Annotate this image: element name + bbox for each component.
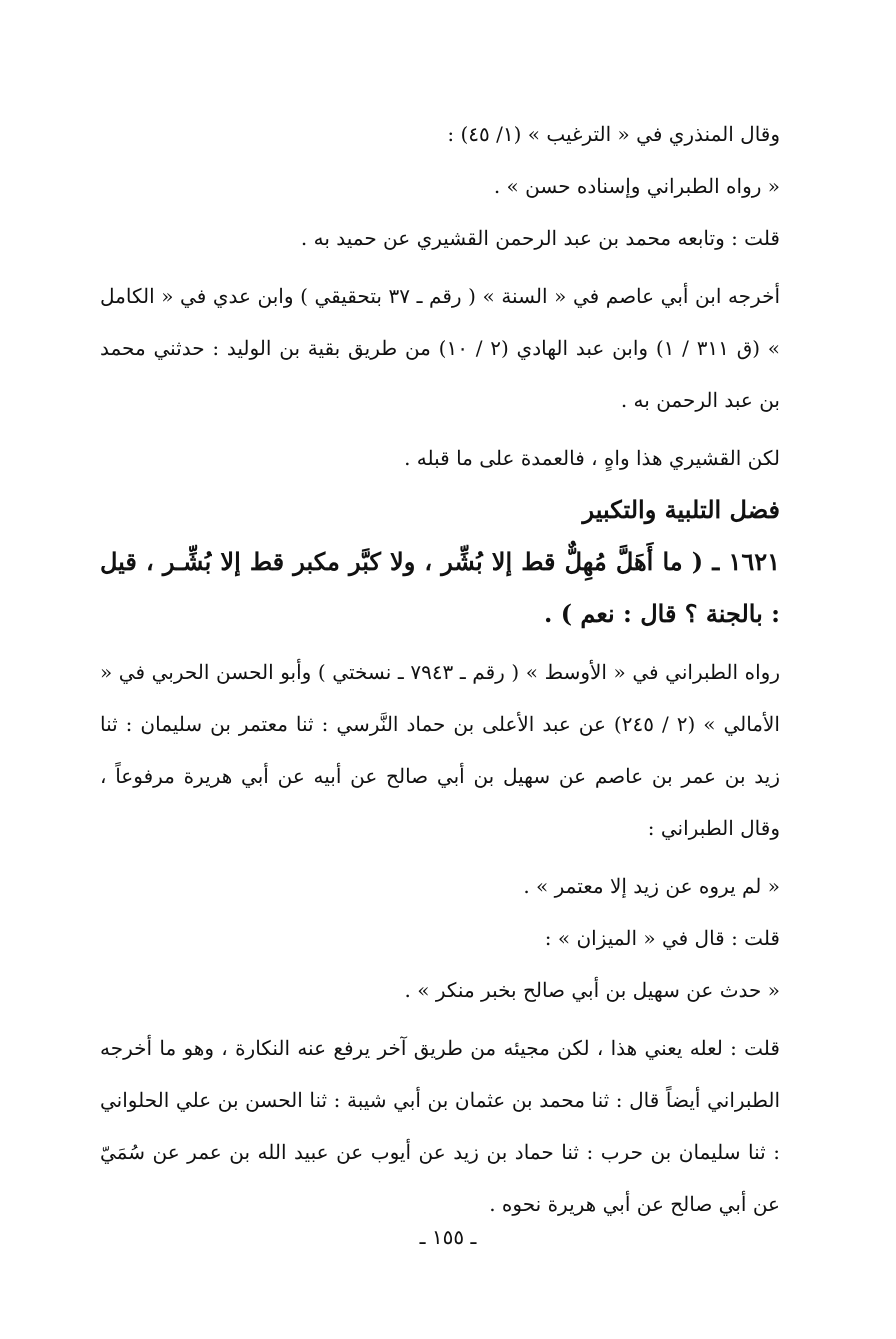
paragraph-tabarani-awsat: رواه الطبراني في « الأوسط » ( رقم ـ ٧٩٤٣ ـ نسختي ) وأبو الحسن الحربي في « الأمالي » (٢ / ٢٤٥) عن عبد الأعلى بن حماد النَّرسي : ثنا معتمر بن سليمان : ثنا زيد بن عمر بن عاصم عن سهيل بن أبي صالح عن أبيه عن أبي هريرة مرفوعاً ، وقال الطبراني : [100, 660, 780, 840]
paragraph-takhrij-ibn-abi-asim: أخرجه ابن أبي عاصم في « السنة » ( رقم ـ ٣٧ بتحقيقي ) وابن عدي في « الكامل » (ق ٣١١ / ١) وابن عبد الهادي (٢ / ١٠) من طريق بقية بن الوليد : حدثني محمد بن عبد الرحمن به . [100, 284, 781, 412]
hadith-text: ١٦٢١ ـ ( ما أَهَلَّ مُهِلٌّ قط إلا بُشِّر ، ولا كبَّر مكبر قط إلا بُشِّـر ، قيل : بالجنة ؟ قال : نعم ) . [100, 547, 780, 628]
section-heading: فضل التلبية والتكبير [582, 495, 780, 524]
paragraph-tabarani-note: « لم يروه عن زيد إلا معتمر » . [523, 874, 780, 898]
paragraph-mundhiri-quote-intro: وقال المنذري في « الترغيب » (١/ ٤٥) : [447, 122, 780, 146]
page-body [100, 108, 780, 1230]
paragraph-mizan-quote: « حدث عن سهيل بن أبي صالح بخبر منكر » . [404, 978, 780, 1002]
paragraph-qushayri-follow: قلت : وتابعه محمد بن عبد الرحمن القشيري عن حميد به . [300, 226, 780, 250]
paragraph-qushayri-weak: لكن القشيري هذا واهٍ ، فالعمدة على ما قبله . [404, 446, 780, 470]
paragraph-tabarani-hasan: « رواه الطبراني وإسناده حسن » . [493, 174, 780, 198]
paragraph-mizan-intro: قلت : قال في « الميزان » : [544, 926, 780, 950]
page-number: ـ ١٥٥ ـ [419, 1225, 477, 1249]
paragraph-conclusion: قلت : لعله يعني هذا ، لكن مجيئه من طريق آخر يرفع عنه النكارة ، وهو ما أخرجه الطبراني أيضاً قال : ثنا محمد بن عثمان بن أبي شيبة : ثنا الحسن بن علي الحلواني : ثنا سليمان بن حرب : ثنا حماد بن زيد عن أيوب عن عبيد الله بن عمر عن سُمَيّ عن أبي صالح عن أبي هريرة نحوه . [100, 1036, 780, 1216]
